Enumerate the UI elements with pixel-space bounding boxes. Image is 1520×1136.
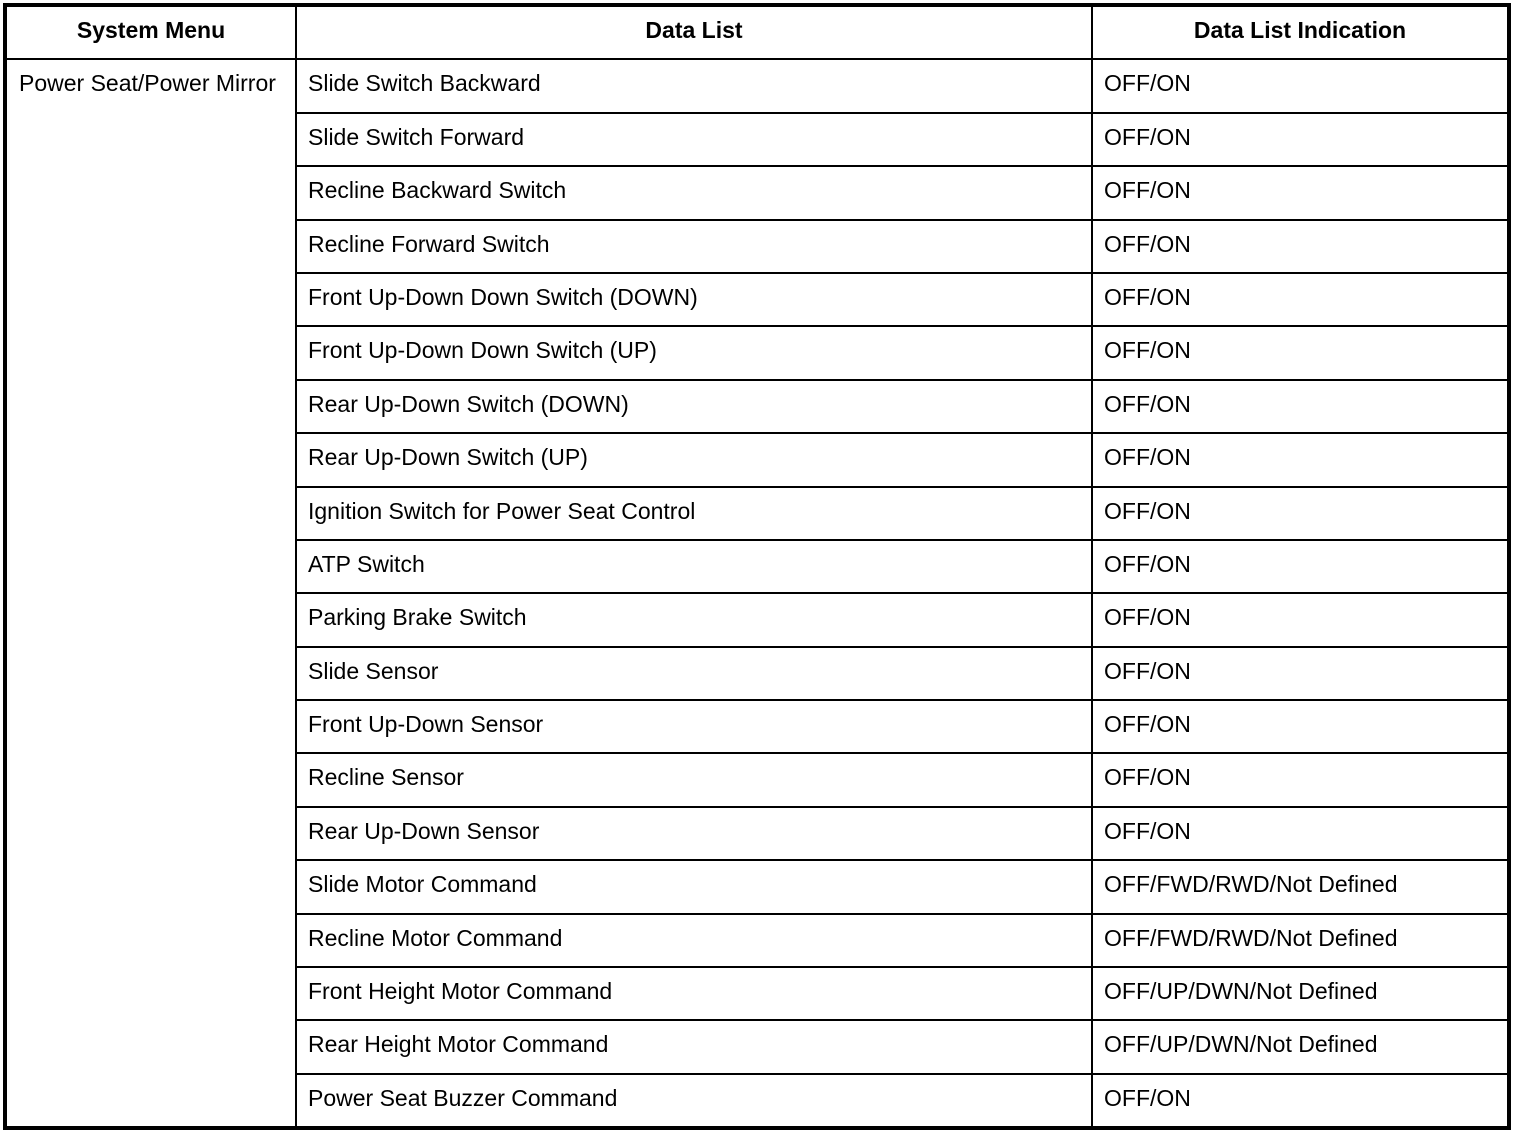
data-list-indication: OFF/ON: [1092, 540, 1508, 593]
data-list-table: [5, 5, 1509, 1128]
data-list-item: Front Up-Down Down Switch (DOWN): [296, 273, 1092, 326]
data-list-indication: OFF/FWD/RWD/Not Defined: [1092, 860, 1508, 913]
data-list-item: Rear Up-Down Sensor: [296, 807, 1092, 860]
data-list-item: Rear Height Motor Command: [296, 1020, 1092, 1073]
header-data-list: Data List: [296, 6, 1092, 59]
data-list-indication: OFF/ON: [1092, 593, 1508, 646]
header-data-list-indication: Data List Indication: [1092, 6, 1508, 59]
data-list-item: Slide Switch Forward: [296, 113, 1092, 166]
data-list-item: Slide Motor Command: [296, 860, 1092, 913]
data-list-item: Power Seat Buzzer Command: [296, 1074, 1092, 1127]
data-list-indication: OFF/ON: [1092, 273, 1508, 326]
data-list-indication: OFF/ON: [1092, 433, 1508, 486]
data-list-indication: OFF/ON: [1092, 700, 1508, 753]
data-list-item: Front Height Motor Command: [296, 967, 1092, 1020]
data-list-item: Parking Brake Switch: [296, 593, 1092, 646]
data-list-item: Rear Up-Down Switch (UP): [296, 433, 1092, 486]
data-list-indication: OFF/ON: [1092, 59, 1508, 112]
data-list-indication: OFF/ON: [1092, 220, 1508, 273]
data-list-indication: OFF/ON: [1092, 487, 1508, 540]
data-list-item: Slide Switch Backward: [296, 59, 1092, 112]
data-list-indication: OFF/ON: [1092, 113, 1508, 166]
system-menu-cell: Power Seat/Power Mirror: [6, 59, 296, 1127]
table-body: [6, 59, 1508, 1127]
data-list-item: Ignition Switch for Power Seat Control: [296, 487, 1092, 540]
data-list-indication: OFF/ON: [1092, 807, 1508, 860]
header-row: [6, 6, 1508, 59]
data-list-item: Recline Sensor: [296, 753, 1092, 806]
data-list-item: Rear Up-Down Switch (DOWN): [296, 380, 1092, 433]
data-list-indication: OFF/UP/DWN/Not Defined: [1092, 1020, 1508, 1073]
data-list-indication: OFF/ON: [1092, 647, 1508, 700]
data-list-indication: OFF/FWD/RWD/Not Defined: [1092, 914, 1508, 967]
data-list-item: ATP Switch: [296, 540, 1092, 593]
data-list-indication: OFF/ON: [1092, 753, 1508, 806]
header-system-menu: System Menu: [6, 6, 296, 59]
data-list-item: Front Up-Down Sensor: [296, 700, 1092, 753]
data-list-indication: OFF/ON: [1092, 380, 1508, 433]
data-list-item: Slide Sensor: [296, 647, 1092, 700]
data-list-indication: OFF/ON: [1092, 326, 1508, 379]
data-list-indication: OFF/UP/DWN/Not Defined: [1092, 967, 1508, 1020]
data-list-item: Recline Motor Command: [296, 914, 1092, 967]
data-list-item: Front Up-Down Down Switch (UP): [296, 326, 1092, 379]
table-row: [6, 59, 1508, 112]
data-list-item: Recline Forward Switch: [296, 220, 1092, 273]
data-list-indication: OFF/ON: [1092, 1074, 1508, 1127]
data-list-indication: OFF/ON: [1092, 166, 1508, 219]
data-list-item: Recline Backward Switch: [296, 166, 1092, 219]
